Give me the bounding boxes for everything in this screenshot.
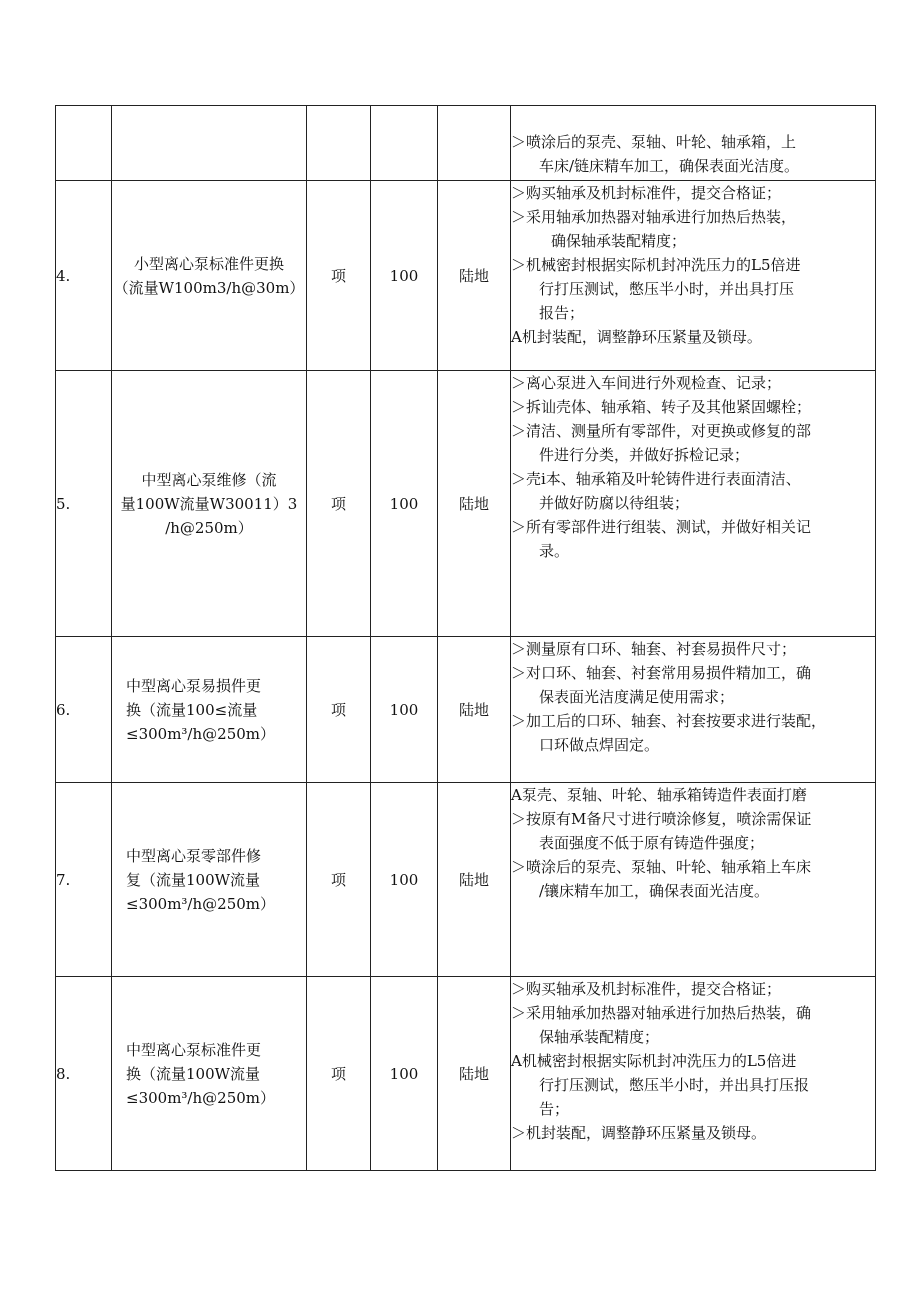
quantity-cell: 100 [371,637,438,783]
description-line: ＞购买轴承及机封标准件，提交合格证； [511,184,782,202]
unit-cell [307,106,371,181]
description-line: 录。 [539,542,570,560]
item-name-line: ≤300m³/h@250m） [126,1088,276,1107]
location-cell [438,106,511,181]
description-line: 行打压测试，憋压半小时，并出具打压报 [539,1076,810,1094]
description-line: 并做好防腐以待组装； [539,494,690,512]
item-name [112,181,307,371]
description-line: /镶床精车加工，确保表面光洁度。 [539,882,770,900]
description-line: A泵壳、泵轴、叶轮、轴承箱铸造件表面打磨 [511,786,807,804]
work-description [511,637,876,783]
unit-cell: 项 [307,783,371,977]
item-name [112,106,307,181]
item-name-line: 量100W流量W30011）3 [120,494,298,513]
item-name-line: （流量W100m3/h@30m） [113,278,305,297]
description-line: 报告； [539,304,585,322]
item-name-line: /h@250m） [165,518,253,537]
table-row [56,181,876,371]
quantity-cell: 100 [371,977,438,1171]
work-description [511,106,876,181]
description-line: ＞测量原有口环、轴套、衬套易损件尺寸； [511,640,797,658]
item-name [112,371,307,637]
row-number: 5. [56,371,112,637]
item-name [112,637,307,783]
description-line: 车床/链床精车加工，确保表面光洁度。 [539,157,800,175]
description-line: 件进行分类，并做好拆检记录； [539,446,750,464]
work-description [511,977,876,1171]
description-line: ＞加工后的口环、轴套、衬套按要求进行装配， [511,712,827,730]
item-name-line: 换（流量100≤流量 [126,700,258,719]
description-line: A机封装配，调整静环压紧量及锁母。 [511,328,762,346]
unit-cell: 项 [307,977,371,1171]
item-name-line: 小型离心泵标准件更换 [133,254,284,273]
quantity-cell: 100 [371,181,438,371]
description-line: ＞拆讪壳体、轴承箱、转子及其他紧固螺栓； [511,398,812,416]
item-name-line: 中型离心泵零部件修 [126,846,262,865]
service-items-table [55,105,876,1171]
description-line: ＞按原有M备尺寸进行喷涂修复，喷涂需保证 [511,810,812,828]
description-line: ＞采用轴承加热器对轴承进行加热后热装，确 [511,1004,812,1022]
description-line: 表面强度不低于原有铸造件强度； [539,834,765,852]
description-line: ＞购买轴承及机封标准件，提交合格证； [511,980,782,998]
unit-cell: 项 [307,371,371,637]
row-number [56,106,112,181]
description-line: ＞壳i本、轴承箱及叶轮铸件进行表面清洁、 [511,470,801,488]
description-line: ＞离心泵进入车间进行外观检查、记录； [511,374,782,392]
location-cell: 陆地 [438,181,511,371]
row-number: 4. [56,181,112,371]
description-line: 确保轴承装配精度； [551,232,687,250]
item-name-line: 中型离心泵维修（流 [141,470,277,489]
description-line: ＞所有零部件进行组装、测试，并做好相关记 [511,518,812,536]
description-line: 口环做点焊固定。 [539,736,660,754]
description-line: 行打压测试，憋压半小时，并出具打压 [539,280,795,298]
table-row [56,783,876,977]
work-description [511,783,876,977]
unit-cell: 项 [307,181,371,371]
table-row [56,637,876,783]
description-line: ＞采用轴承加热器对轴承进行加热后热装， [511,208,797,226]
table-row [56,371,876,637]
table-row [56,977,876,1171]
location-cell: 陆地 [438,977,511,1171]
item-name-line: ≤300m³/h@250m） [126,894,276,913]
work-description [511,371,876,637]
quantity-cell: 100 [371,783,438,977]
description-line: ＞机封装配，调整静环压紧量及锁母。 [511,1124,767,1142]
row-number: 8. [56,977,112,1171]
item-name-line: 复（流量100W流量 [126,870,261,889]
description-line: ＞喷涂后的泵壳、泵轴、叶轮、轴承箱，上 [511,133,797,151]
description-line: 保轴承装配精度； [539,1028,660,1046]
quantity-cell [371,106,438,181]
description-line: A机械密封根据实际机封冲洗压力的L5倍进 [511,1052,797,1070]
row-number: 6. [56,637,112,783]
item-name-line: 换（流量100W流量 [126,1064,261,1083]
location-cell: 陆地 [438,371,511,637]
location-cell: 陆地 [438,783,511,977]
item-name-line: 中型离心泵易损件更 [126,676,262,695]
item-name [112,783,307,977]
description-line: ＞对口环、轴套、衬套常用易损件精加工，确 [511,664,812,682]
row-number: 7. [56,783,112,977]
table-row [56,106,876,181]
description-line: 保表面光洁度满足使用需求； [539,688,735,706]
unit-cell: 项 [307,637,371,783]
item-name-line: 中型离心泵标准件更 [126,1040,262,1059]
description-line: 告； [539,1100,570,1118]
quantity-cell: 100 [371,371,438,637]
description-line: ＞清洁、测量所有零部件，对更换或修复的部 [511,422,812,440]
description-line: ＞机械密封根据实际机封冲洗压力的L5倍进 [511,256,801,274]
description-line: ＞喷涂后的泵壳、泵轴、叶轮、轴承箱上车床 [511,858,812,876]
item-name [112,977,307,1171]
work-description [511,181,876,371]
location-cell: 陆地 [438,637,511,783]
item-name-line: ≤300m³/h@250m） [126,724,276,743]
